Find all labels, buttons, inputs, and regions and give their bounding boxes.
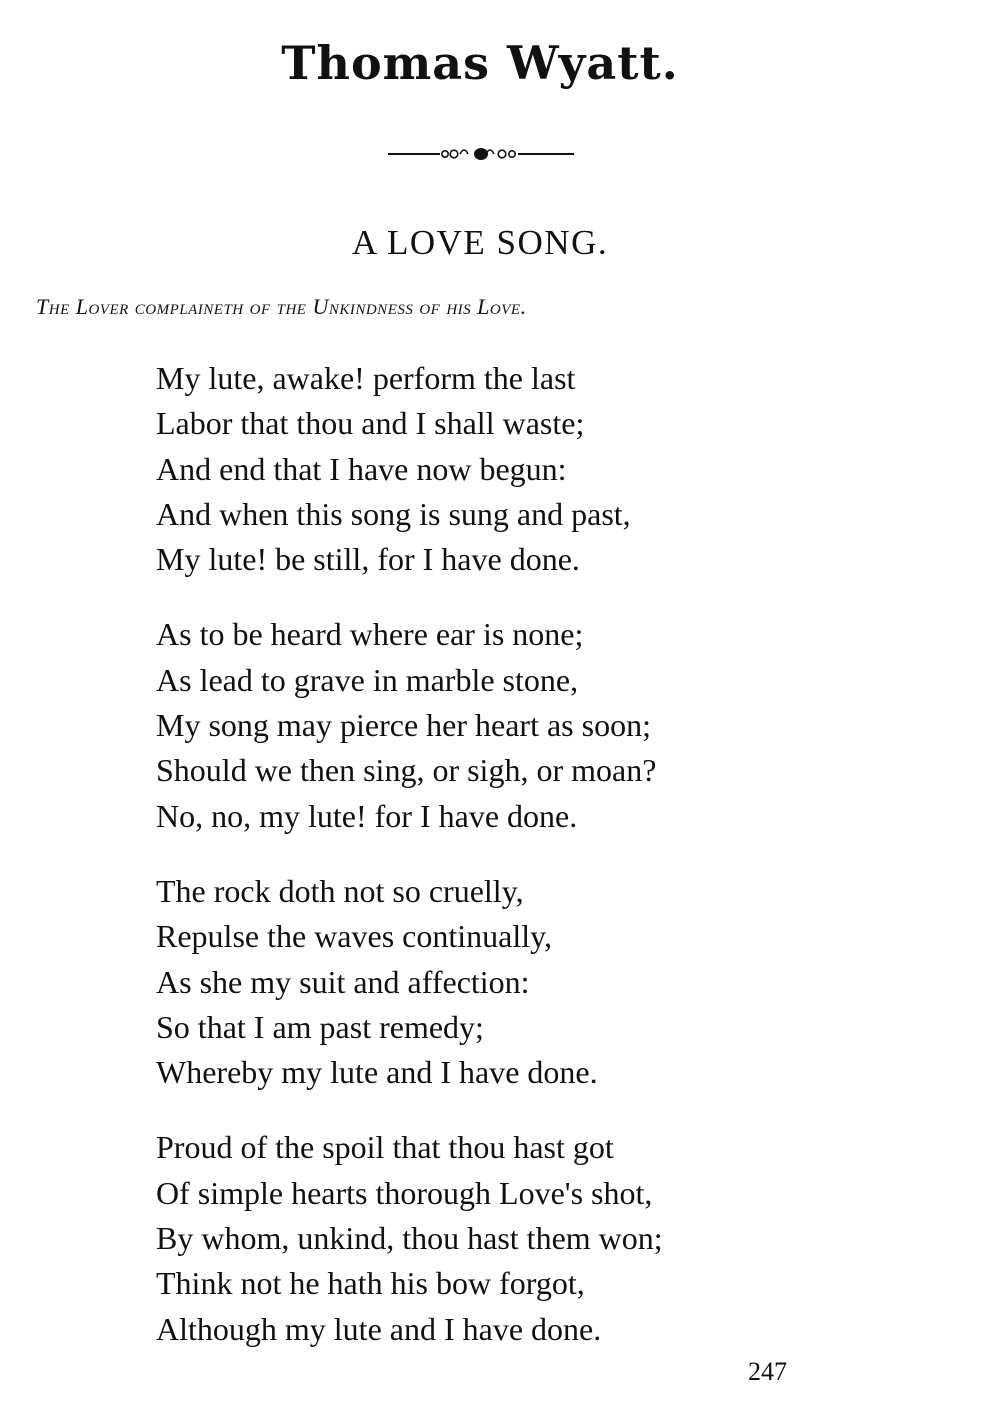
stanza	[156, 356, 876, 582]
poem-line: Labor that thou and I shall waste;	[156, 405, 585, 442]
poem-line: My song may pierce her heart as soon;	[156, 707, 651, 744]
poem-line: As lead to grave in marble stone,	[156, 661, 579, 698]
poem-line: Repulse the waves continually,	[156, 918, 553, 955]
poem-title: A LOVE SONG.	[351, 223, 609, 262]
divider-ornament-icon	[388, 143, 574, 165]
poem-line: The rock doth not so cruelly,	[156, 872, 524, 909]
poem-line: Proud of the spoil that thou hast got	[156, 1129, 614, 1166]
stanza	[156, 1125, 876, 1351]
page-number: 247	[748, 1357, 787, 1386]
poem-line: My lute! be still, for I have done.	[156, 541, 580, 578]
poem-line: My lute, awake! perform the last	[156, 360, 576, 396]
poem-line: As to be heard where ear is none;	[156, 616, 584, 653]
poem-line: As she my suit and affection:	[156, 963, 530, 1000]
poem-line: And when this song is sung and past,	[156, 495, 631, 532]
poem-line: Although my lute and I have done.	[156, 1310, 602, 1347]
poem-line: And end that I have now begun:	[156, 450, 567, 487]
stanza	[156, 869, 876, 1095]
poem-line: By whom, unkind, thou hast them won;	[156, 1220, 663, 1257]
poem-line: Of simple hearts thorough Love's shot,	[156, 1174, 653, 1211]
poem-line: So that I am past remedy;	[156, 1008, 484, 1045]
poem-body	[156, 356, 876, 1382]
poem-line: Think not he hath his bow forgot,	[156, 1265, 585, 1302]
author-heading: Thomas Wyatt.	[281, 36, 679, 90]
poem-line: Should we then sing, or sigh, or moan?	[156, 752, 657, 789]
stanza	[156, 612, 876, 838]
poem-line: Whereby my lute and I have done.	[156, 1054, 598, 1091]
poem-line: No, no, my lute! for I have done.	[156, 797, 578, 834]
poem-subtitle: The Lover complaineth of the Unkindness of his Love.	[36, 294, 527, 319]
